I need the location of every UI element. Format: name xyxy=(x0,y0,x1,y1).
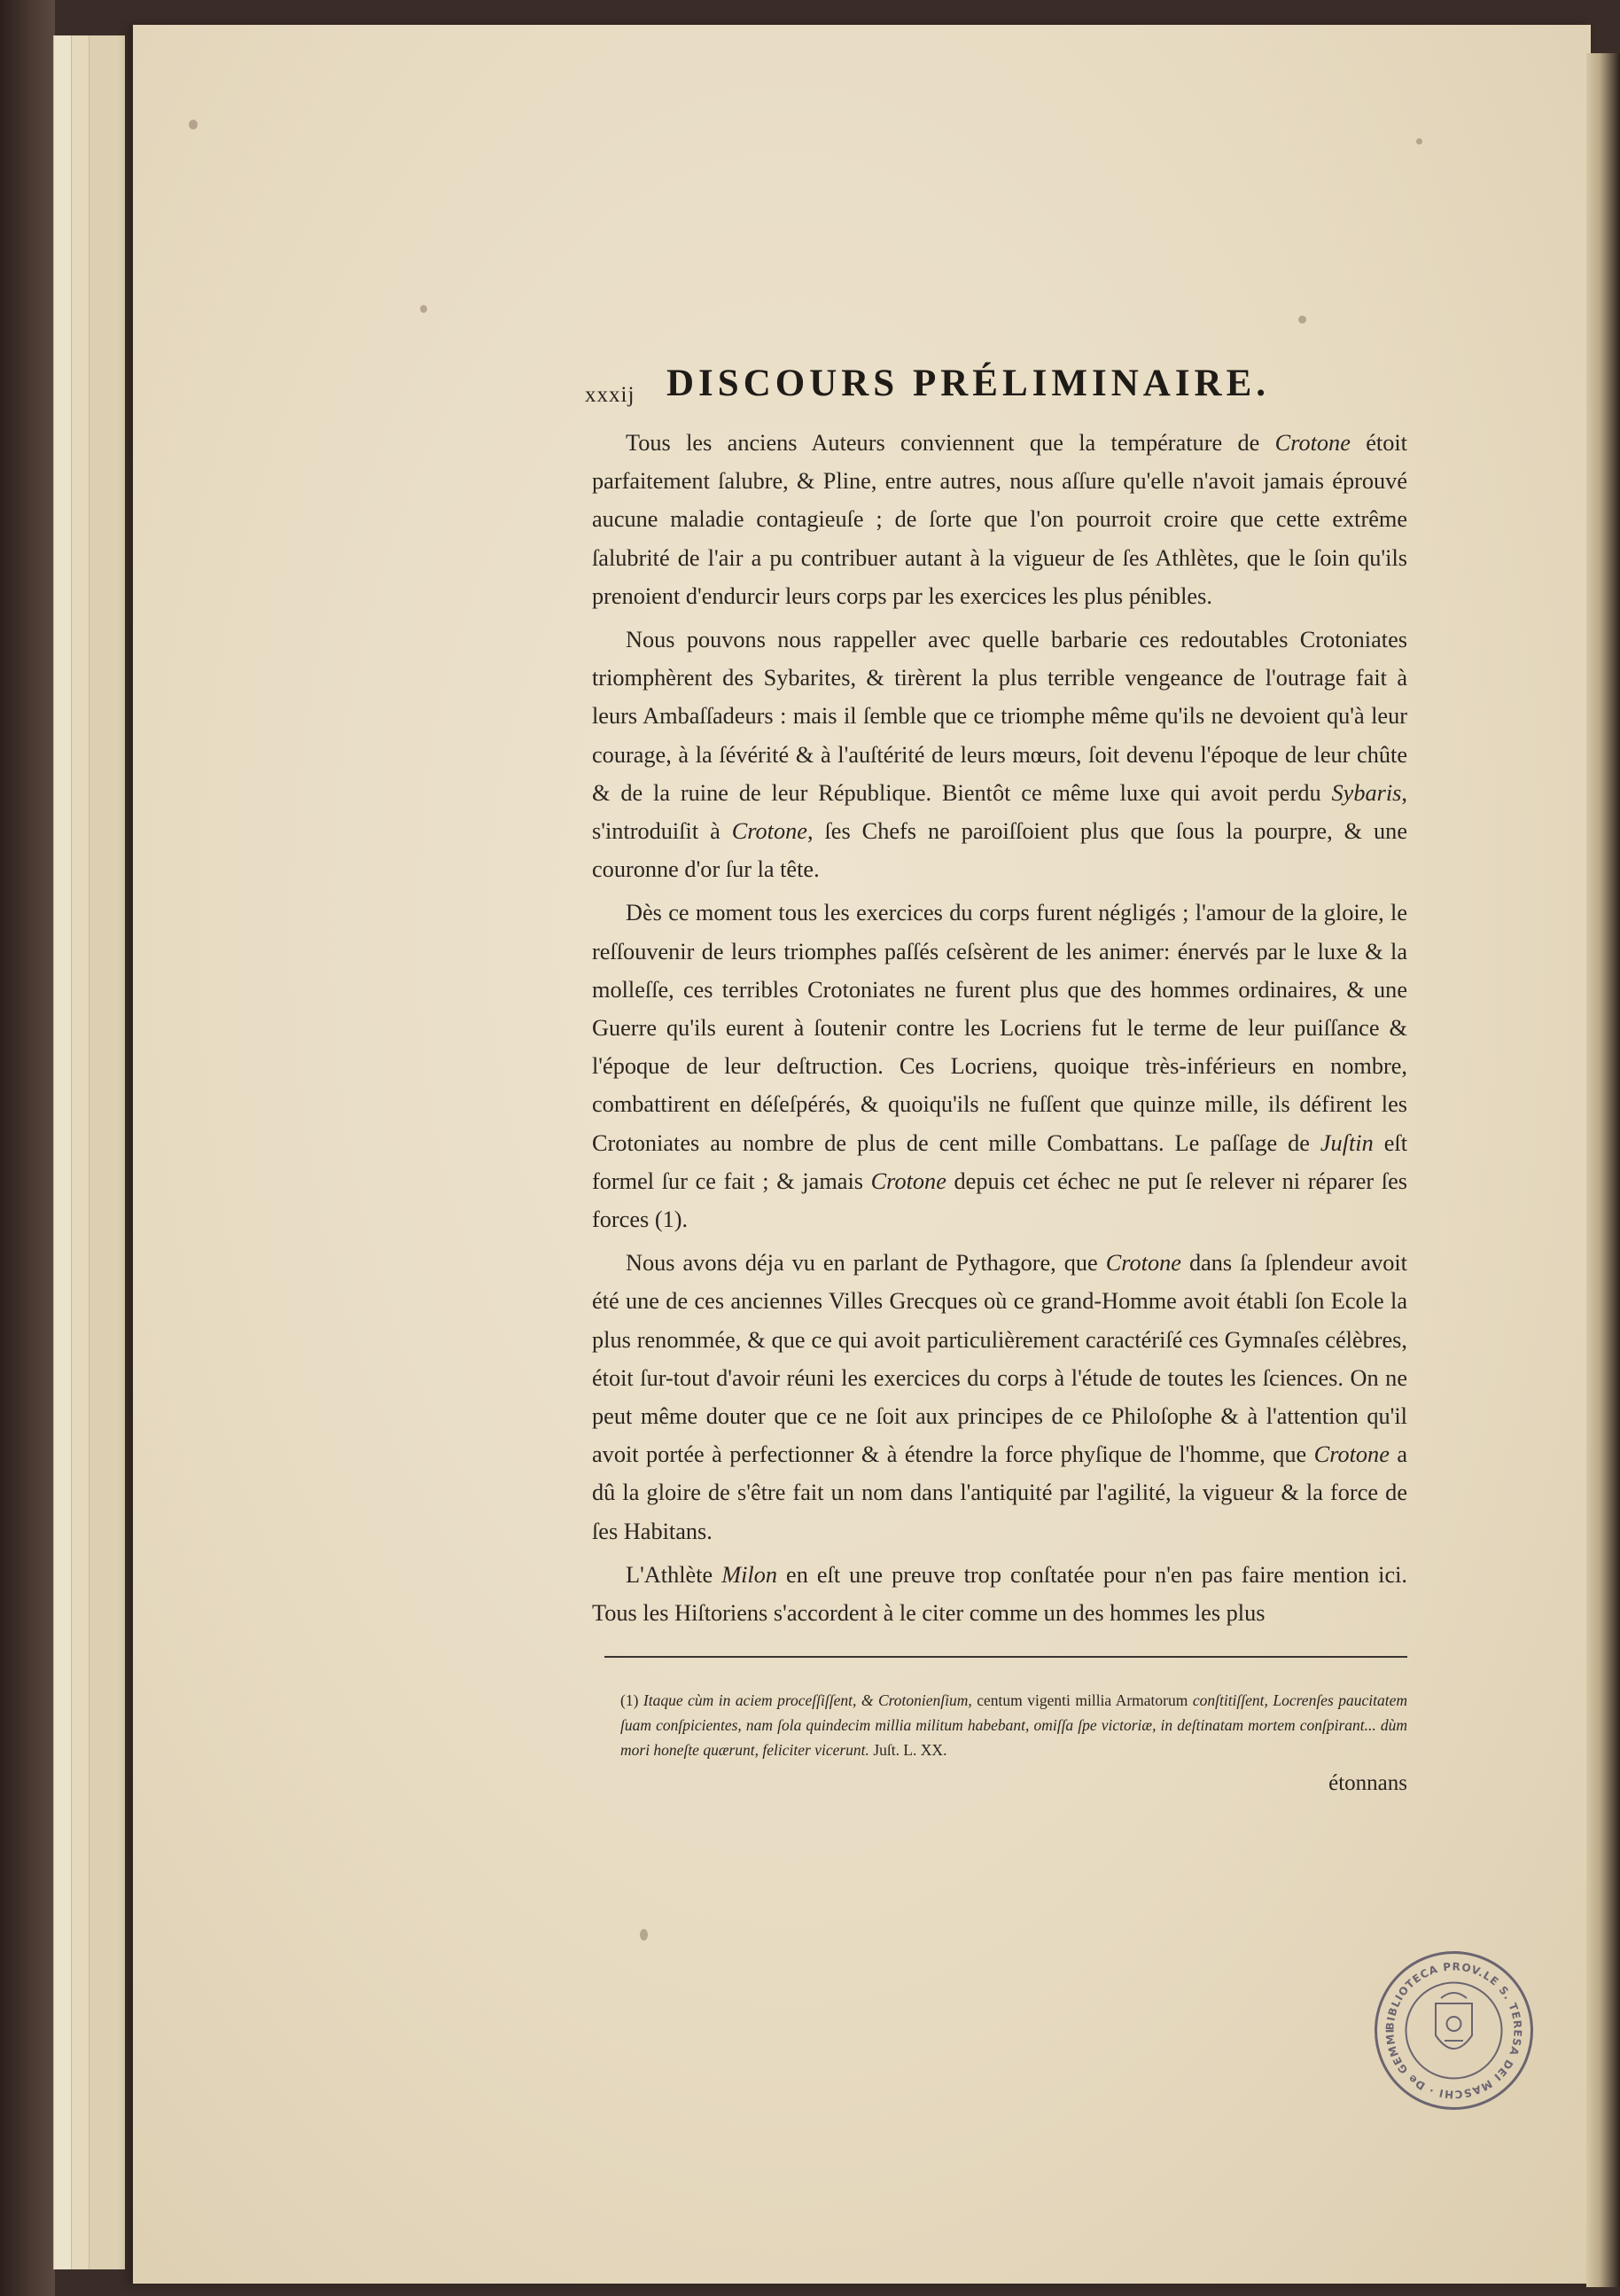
italic-text: Crotone xyxy=(1274,430,1351,456)
foxing-spot xyxy=(1298,316,1306,324)
text-run: Nous pouvons nous rappeller avec quelle barbarie ces redoutables Crotoniates triomphèrent des Sybarites, & tirèrent la plus terrible vengeance de l'outrage fait à leurs Ambaſſadeurs : mais il ſemble que ce triomphe même qu'ils ne devoient qu'à leur courage, à la ſévérité & à l'auſtérité de leurs mœurs, ſoit devenu l'époque de leur chûte & de la ruine de leur République. Bientôt ce même luxe qui avoit perdu xyxy=(592,627,1407,806)
italic-text: conſtitiſſent, Locrenſes paucitatem ſuam conſpicientes, nam ſola quindecim millia militum habebant, omiſſa ſpe victoriæ, in deſtinatam mortem conſpirant... dùm mori honeſte quærunt, feliciter vicerunt. xyxy=(620,1691,1408,1759)
page-title: DISCOURS PRÉLIMINAIRE. xyxy=(666,363,1271,404)
italic-text: Crotone xyxy=(731,818,807,845)
text-run: Dès ce moment tous les exercices du corps furent négligés ; l'amour de la gloire, le reſſouvenir de leurs triomphes paſſés ceſsèrent de les animer: énervés par le luxe & la molleſſe, ces terribles Crotoniates ne furent plus que des hommes ordinaires, & une Guerre qu'ils eurent à ſoutenir contre les Locriens fut le terme de leur puiſſance & l'époque de leur deſtruction. Ces Locriens, quoique très-inférieurs en nombre, combattirent en déſeſpérés, & quoiqu'ils ne fuſſent que quinze mille, ils défirent les Crotoniates au nombre de plus de cent mille Combattans. Le paſſage de xyxy=(592,900,1407,1156)
page-stack xyxy=(89,35,125,2269)
footnote xyxy=(620,1688,1407,1762)
text-run: Tous les anciens Auteurs conviennent que la température de xyxy=(626,430,1275,456)
text-run: Nous avons déja vu en parlant de Pythagore, que xyxy=(626,1250,1106,1277)
body-text xyxy=(592,424,1407,1637)
foxing-spot xyxy=(1416,138,1422,144)
italic-text: Crotone xyxy=(1313,1441,1390,1468)
foxing-spot xyxy=(640,1929,648,1941)
catchword: étonnans xyxy=(1328,1771,1407,1795)
stamp-ring-text: BIBLIOTECA PROV.LE S. TERESA DEI MASCHI · De GEMMI xyxy=(1383,1960,1524,2101)
foxing-spot xyxy=(189,120,198,129)
text-run: centum vigenti millia Armatorum xyxy=(971,1691,1193,1709)
coat-of-arms-icon xyxy=(1436,1993,1472,2049)
italic-text: Crotone xyxy=(1105,1250,1181,1277)
italic-text: Juſtin xyxy=(1320,1129,1374,1156)
italic-text: Itaque cùm in aciem proceſſiſſent, & Crotonienſium, xyxy=(643,1691,972,1709)
text-run: Juſt. L. XX. xyxy=(868,1741,947,1759)
library-stamp-seal xyxy=(1372,1948,1536,2112)
footnote-rule xyxy=(604,1656,1407,1658)
binding-edge xyxy=(0,0,55,2296)
text-run: a dû la gloire de s'être fait un nom dans l'antiquité par l'agilité, la vigueur & la force de ſes Habitans. xyxy=(592,1441,1408,1544)
library-stamp xyxy=(1372,1948,1536,2112)
italic-text: Milon xyxy=(721,1561,778,1588)
paragraph xyxy=(592,894,1407,1238)
paragraph xyxy=(592,424,1407,615)
paragraph xyxy=(592,621,1407,888)
text-run: L'Athlète xyxy=(626,1561,722,1588)
text-run: étoit parfaitement ſalubre, & Pline, entre autres, nous aſſure qu'elle n'avoit jamais éprouvé aucune maladie contagieuſe ; de ſorte que l'on pourroit croire que cette extrême ſalubrité de l'air a pu contribuer autant à la vigueur de ſes Athlètes, que le ſoin qu'ils prenoient d'endurcir leurs corps par les exercices les plus pénibles. xyxy=(592,430,1407,609)
text-run: , s'introduiſit à xyxy=(592,779,1407,845)
text-run: depuis cet échec ne put ſe relever ni réparer ſes forces (1). xyxy=(592,1168,1407,1233)
paragraph xyxy=(592,1556,1407,1632)
page-number: xxxij xyxy=(585,383,635,407)
page-header xyxy=(585,362,1418,424)
foxing-spot xyxy=(420,305,427,313)
text-run: en eſt une preuve trop conſtatée pour n'en pas faire mention ici. Tous les Hiſtoriens s'accordent à le citer comme un des hommes les plus xyxy=(592,1561,1407,1627)
text-run: (1) xyxy=(620,1691,643,1709)
text-run: , ſes Chefs ne paroiſſoient plus que ſous la pourpre, & une couronne d'or ſur la tête. xyxy=(592,818,1407,883)
next-page-edge xyxy=(1586,53,1620,2287)
text-run: dans ſa ſplendeur avoit été une de ces anciennes Villes Grecques où ce grand-Homme avoit établi ſon Ecole la plus renommée, & que ce qui avoit particulièrement caractériſé ces Gymnaſes célèbres, étoit ſur-tout d'avoir réuni les exercices du corps à l'étude de toutes les ſciences. On ne peut même douter que ce ne ſoit aux principes de ce Philoſophe & à l'attention qu'il avoit portée à perfectionner & à étendre la force phyſique de l'homme, que xyxy=(592,1250,1407,1468)
italic-text: Crotone xyxy=(870,1168,946,1194)
italic-text: Sybaris xyxy=(1331,779,1402,806)
text-run: eſt formel ſur ce fait ; & jamais xyxy=(592,1129,1408,1194)
paragraph xyxy=(592,1244,1407,1550)
